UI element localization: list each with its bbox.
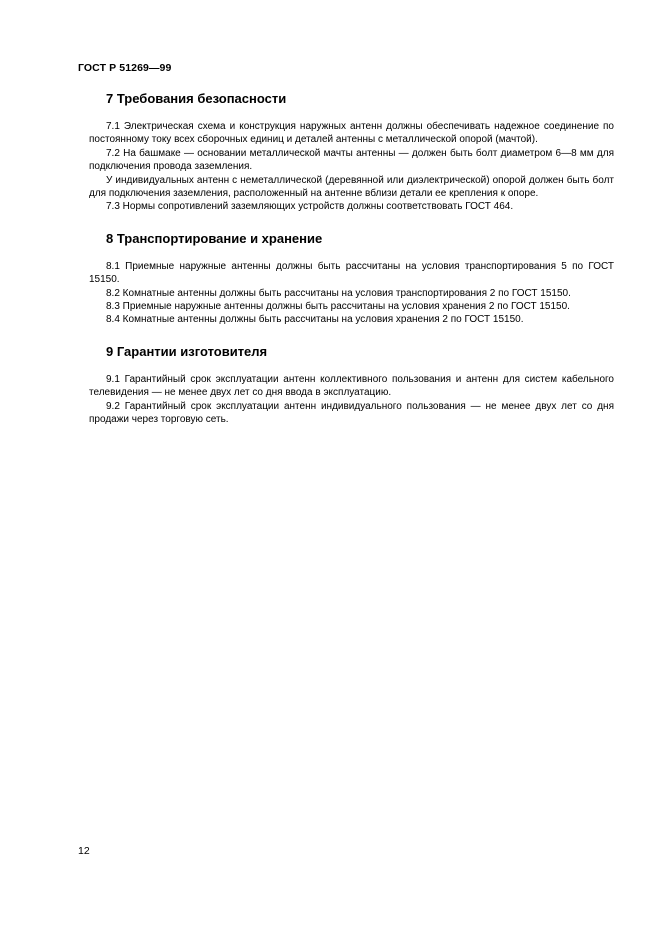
paragraph: У индивидуальных антенн с неметаллической (деревянной или диэлектрической) опорой должен быть болт для подключения заземления, расположенный на антенне вблизи детали ее крепления к опоре. (89, 174, 614, 200)
section-title: 7 Требования безопасности (106, 91, 287, 106)
paragraph: 9.2 Гарантийный срок эксплуатации антенн индивидуального пользования — не менее двух лет со дня продажи через торговую сеть. (89, 400, 614, 426)
section-title: 8 Транспортирование и хранение (106, 230, 323, 246)
section-8-transport (89, 231, 614, 327)
paragraph: 7.1 Электрическая схема и конструкция наружных антенн должны обеспечивать надежное соединение по постоянному току всех сборочных единиц и деталей антенны с металлической опорой (мачтой). (89, 121, 614, 146)
paragraph: 7.3 Нормы сопротивлений заземляющих устройств должны соответствовать ГОСТ 464. (106, 201, 514, 213)
paragraph: 7.2 На башмаке — основании металлической мачты антенны — должен быть болт диаметром 6—8 мм для подключения провода заземления. (89, 147, 614, 173)
paragraph: 8.1 Приемные наружные антенны должны быть рассчитаны на условия транспортирования 5 по ГОСТ 15150. (89, 260, 614, 286)
paragraph: 8.3 Приемные наружные антенны должны быть рассчитаны на условия хранения 2 по ГОСТ 15150. (106, 301, 570, 313)
document-header: ГОСТ Р 51269—99 (78, 62, 172, 74)
document-body (89, 91, 614, 427)
section-7-safety (89, 91, 614, 214)
paragraph: 8.2 Комнатные антенны должны быть рассчитаны на условия транспортирования 2 по ГОСТ 15150. (106, 287, 571, 299)
section-title: 9 Гарантии изготовителя (106, 343, 268, 359)
section-9-warranty (89, 344, 614, 427)
page-number: 12 (78, 845, 90, 857)
paragraph: 9.1 Гарантийный срок эксплуатации антенн коллективного пользования и антенн для систем кабельного телевидения — не менее двух лет со дня ввода в эксплуатацию. (89, 373, 614, 399)
paragraph: 8.4 Комнатные антенны должны быть рассчитаны на условия хранения 2 по ГОСТ 15150. (106, 314, 524, 326)
